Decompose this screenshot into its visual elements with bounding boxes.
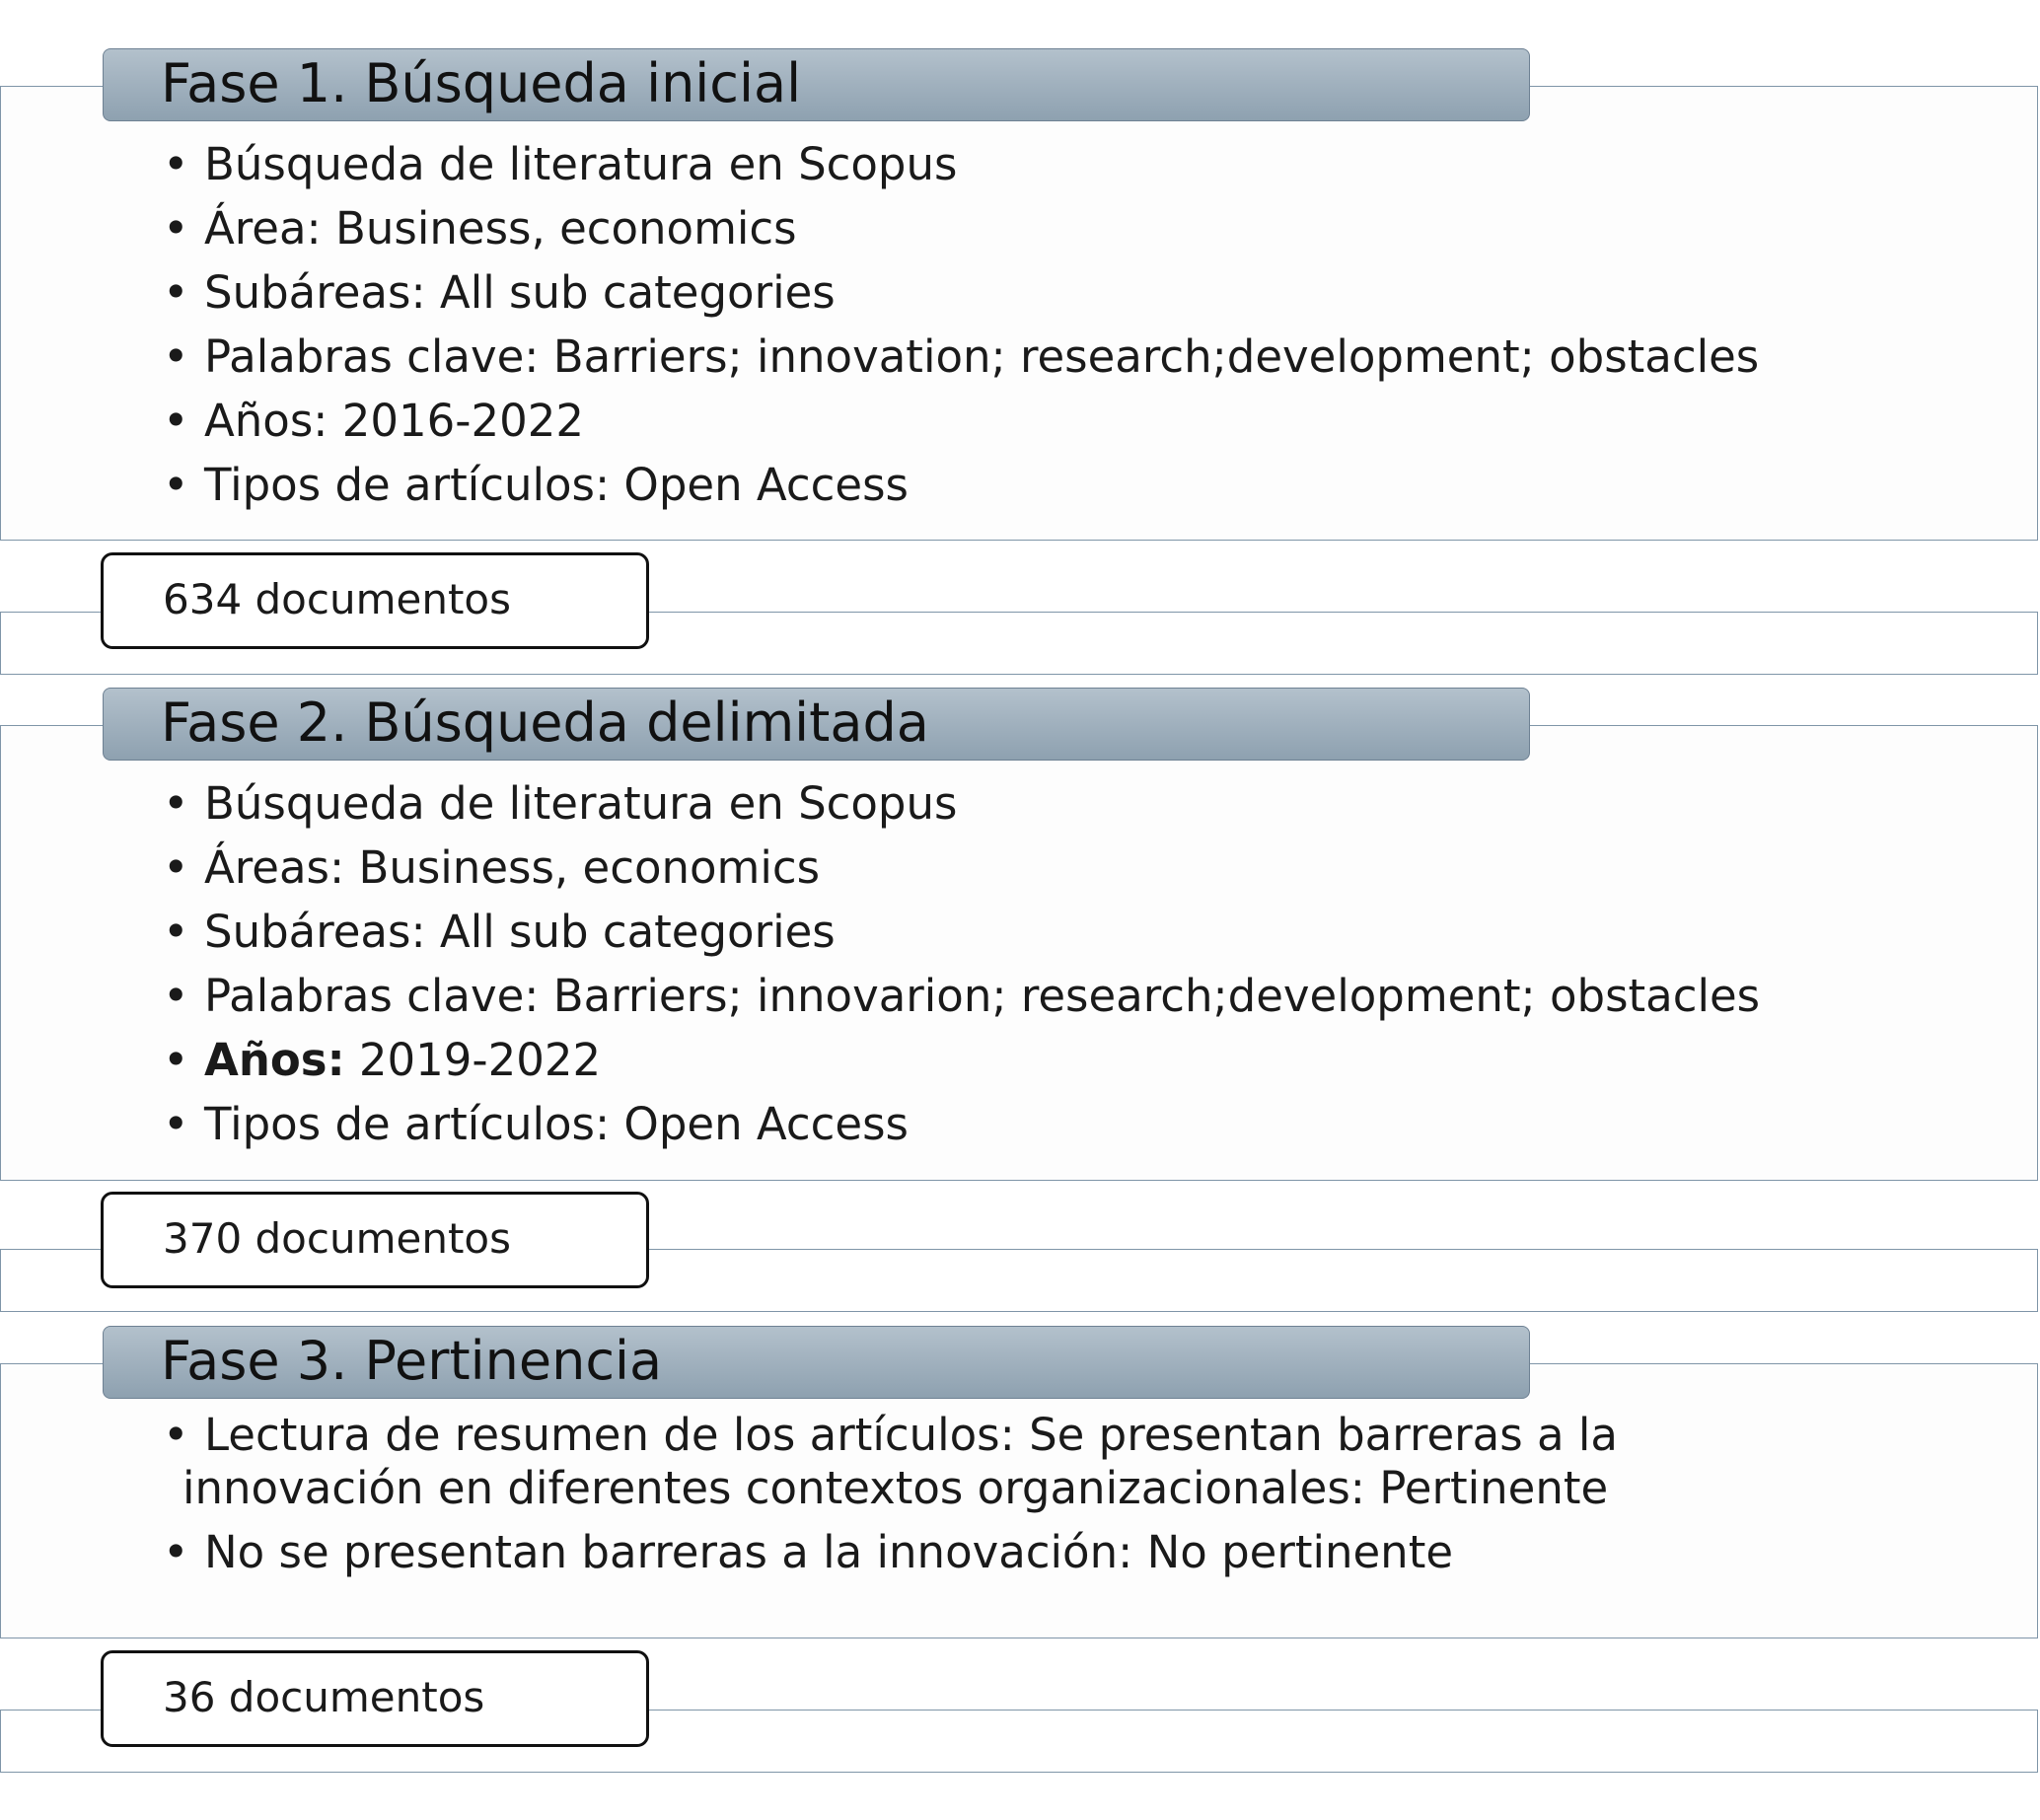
list-item: • Lectura de resumen de los artículos: Se presentan barreras a la innovación en diferentes contextos organizacionales: Pertinente	[163, 1409, 1618, 1514]
bullet-icon: •	[163, 395, 189, 447]
phase-3-title: Fase 3. Pertinencia	[103, 1326, 1530, 1399]
list-item: • Años: 2016-2022	[163, 389, 1759, 453]
bullet-icon: •	[163, 970, 189, 1022]
list-item: • Área: Business, economics	[163, 196, 1759, 260]
phase-1-criteria-list	[163, 132, 1759, 517]
bullet-icon: •	[163, 906, 189, 958]
list-item: • Tipos de artículos: Open Access	[163, 453, 1759, 517]
list-item: • Tipos de artículos: Open Access	[163, 1092, 1760, 1156]
phase-1-document-count: 634 documentos	[101, 552, 649, 649]
list-item: • Áreas: Business, economics	[163, 836, 1760, 900]
bullet-icon: •	[163, 777, 189, 830]
bullet-icon: •	[163, 841, 189, 894]
bullet-icon: •	[163, 1526, 189, 1578]
list-item: • No se presentan barreras a la innovación: No pertinente	[163, 1526, 1454, 1578]
bullet-icon: •	[163, 1098, 189, 1150]
bullet-icon: •	[163, 1034, 189, 1086]
phase-1-title: Fase 1. Búsqueda inicial	[103, 48, 1530, 121]
bullet-icon: •	[163, 138, 189, 190]
phase-2-title: Fase 2. Búsqueda delimitada	[103, 688, 1530, 761]
list-item: • Años: 2019-2022	[163, 1028, 1760, 1092]
bullet-icon: •	[163, 266, 189, 319]
bullet-icon: •	[163, 1409, 189, 1461]
bullet-icon: •	[163, 202, 189, 255]
phase-3-document-count: 36 documentos	[101, 1650, 649, 1747]
list-item: • Subáreas: All sub categories	[163, 900, 1760, 964]
phase-2-criteria-list	[163, 771, 1760, 1156]
phase-3-criteria-list	[163, 1409, 1618, 1590]
list-item: • Búsqueda de literatura en Scopus	[163, 132, 1759, 196]
list-item: • Subáreas: All sub categories	[163, 260, 1759, 325]
bullet-icon: •	[163, 459, 189, 511]
list-item: • Palabras clave: Barriers; innovarion; research;development; obstacles	[163, 964, 1760, 1028]
list-item: • Palabras clave: Barriers; innovation; research;development; obstacles	[163, 325, 1759, 389]
phase-2-document-count: 370 documentos	[101, 1192, 649, 1288]
list-item: • Búsqueda de literatura en Scopus	[163, 771, 1760, 836]
bullet-icon: •	[163, 330, 189, 383]
